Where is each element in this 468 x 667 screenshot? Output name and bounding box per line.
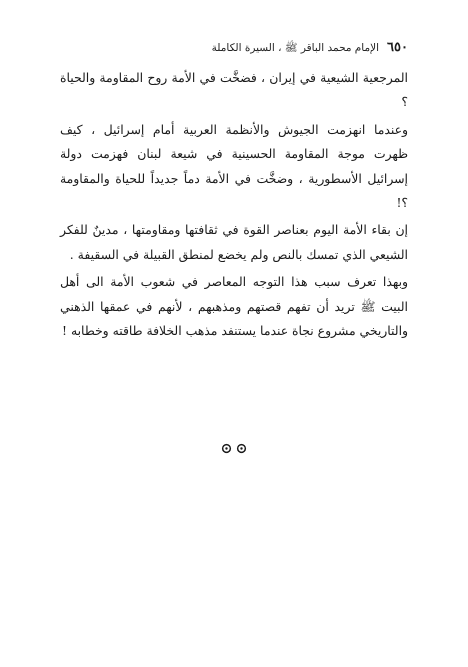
header-divider <box>60 64 408 65</box>
paragraph-1: المرجعية الشيعية في إيران ، فضخَّت في الأمة روح المقاومة والحياة ؟ <box>60 70 408 110</box>
running-title: الإمام محمد الباقر ﷺ ، السيرة الكاملة <box>211 42 380 54</box>
paragraph-3: إن بقاء الأمة اليوم بعناصر القوة في ثقافتها ومقاومتها ، مدينٌ للفكر الشيعي الذي تمسك بالنص ولم يخضع لمنطق القبيلة في السقيفة . <box>60 222 408 262</box>
double-flower-ornament-icon <box>0 438 468 458</box>
running-header <box>60 40 408 62</box>
paragraph-2: وعندما انهزمت الجيوش والأنظمة العربية أمام إسرائيل ، كيف ظهرت موجة المقاومة الحسينية في شيعة لبنان فهزمت دولة إسرائيل الأسطورية ، وضخَّت في الأمة دماً جديداً للحياة والمقاومة ؟! <box>60 121 408 211</box>
body-text <box>60 66 408 343</box>
paragraph-4: وبهذا تعرف سبب هذا التوجه المعاصر في شعوب الأمة الى أهل البيت ﷺ تريد أن تفهم قصتهم ومذهبهم ، لأنهم في عمقها الذهني والتاريخي مشروع نجاة عندما يستنفد مذهب الخلافة طاقته وخطابه ! <box>60 274 408 339</box>
flower-ornament-icon <box>236 443 247 454</box>
flower-ornament-icon <box>221 443 232 454</box>
page-number: ٦٥٠ <box>387 40 408 55</box>
